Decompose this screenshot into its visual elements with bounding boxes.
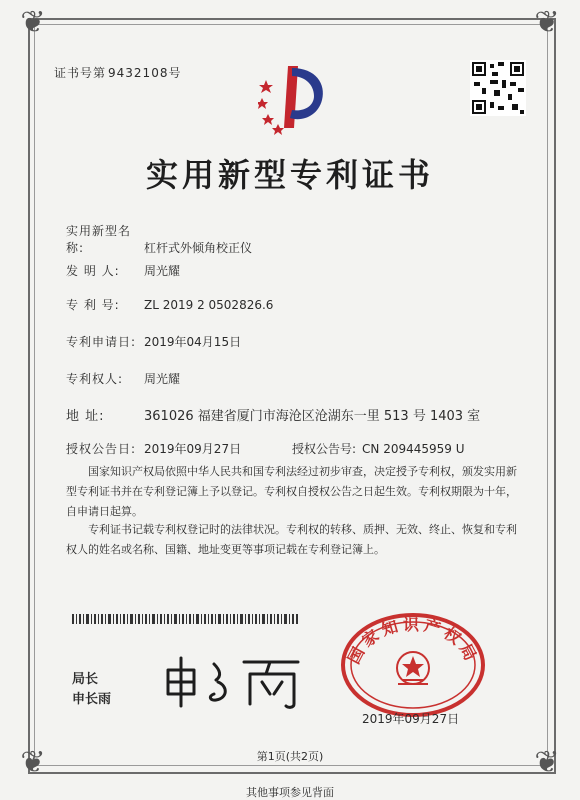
grant-date-row xyxy=(66,440,241,457)
grant-date-label: 授权公告日: xyxy=(66,442,137,456)
seal-date: 2019年09月27日 xyxy=(362,712,460,726)
utility-model-name-label: 实用新型名称: xyxy=(66,224,132,255)
legal-status-paragraph: 专利证书记载专利权登记时的法律状况。专利权的转移、质押、无效、终止、恢复和专利权人的姓名或名称、国籍、地址变更等事项记载在专利登记簿上。 xyxy=(66,523,517,556)
certificate-number-suffix: 号 xyxy=(168,66,182,80)
patentee-row xyxy=(66,370,180,387)
patent-number-label: 专 利 号: xyxy=(66,298,120,312)
address-value: 361026 福建省厦门市海沧区沧湖东一里 513 号 1403 室 xyxy=(144,409,481,424)
certificate-number-label: 证书号第 xyxy=(54,66,107,80)
seal-text xyxy=(338,610,488,720)
director-signature xyxy=(158,650,308,710)
ornament-corner-icon: ❦ xyxy=(20,5,46,40)
grant-number-row xyxy=(292,440,465,457)
certificate-number-value: 9432108 xyxy=(108,66,169,80)
page-number: 第1页(共2页) xyxy=(256,750,324,763)
ornament-corner-icon: ❦ xyxy=(20,745,46,780)
inventor-row xyxy=(66,262,180,279)
address-row xyxy=(66,405,480,424)
director-name: 申长雨 xyxy=(72,692,112,707)
filing-date-label: 专利申请日: xyxy=(66,335,137,349)
patentee-value: 周光耀 xyxy=(144,372,181,386)
footer-note: 其他事项参见背面 xyxy=(246,786,334,799)
certificate-title: 实用新型专利证书 xyxy=(145,156,434,194)
certificate-number xyxy=(54,64,181,81)
ornament-corner-icon: ❦ xyxy=(534,745,560,780)
seal-text-arc: 国家知识产权局 xyxy=(344,615,482,668)
grant-date-value: 2019年09月27日 xyxy=(144,442,242,456)
grant-number-value: CN 209445959 U xyxy=(362,442,465,456)
grant-number-label: 授权公告号: xyxy=(292,442,357,456)
barcode-icon xyxy=(72,614,298,624)
director-title: 局长 xyxy=(72,672,99,687)
inventor-label: 发 明 人: xyxy=(66,264,120,278)
patent-number-row xyxy=(66,296,273,313)
utility-model-name-row xyxy=(66,222,252,256)
ornament-corner-icon: ❦ xyxy=(534,5,560,40)
filing-date-value: 2019年04月15日 xyxy=(144,335,242,349)
patent-office-emblem-icon xyxy=(258,58,328,138)
address-label: 地 址: xyxy=(66,409,105,424)
grant-statement-paragraph: 国家知识产权局依照中华人民共和国专利法经过初步审查，决定授予专利权，颁发实用新型专利证书并在专利登记簿上予以登记。专利权自授权公告之日起生效。专利权期限为十年，自申请日起算。 xyxy=(66,465,517,518)
filing-date-row xyxy=(66,333,241,350)
patentee-label: 专利权人: xyxy=(66,372,124,386)
inventor-value: 周光耀 xyxy=(144,264,181,278)
svg-text:国家知识产权局 xyxy=(344,615,482,667)
qr-code-icon xyxy=(470,60,526,116)
patent-number-value: ZL 2019 2 0502826.6 xyxy=(144,298,274,312)
utility-model-name-value: 杠杆式外倾角校正仪 xyxy=(144,241,253,255)
